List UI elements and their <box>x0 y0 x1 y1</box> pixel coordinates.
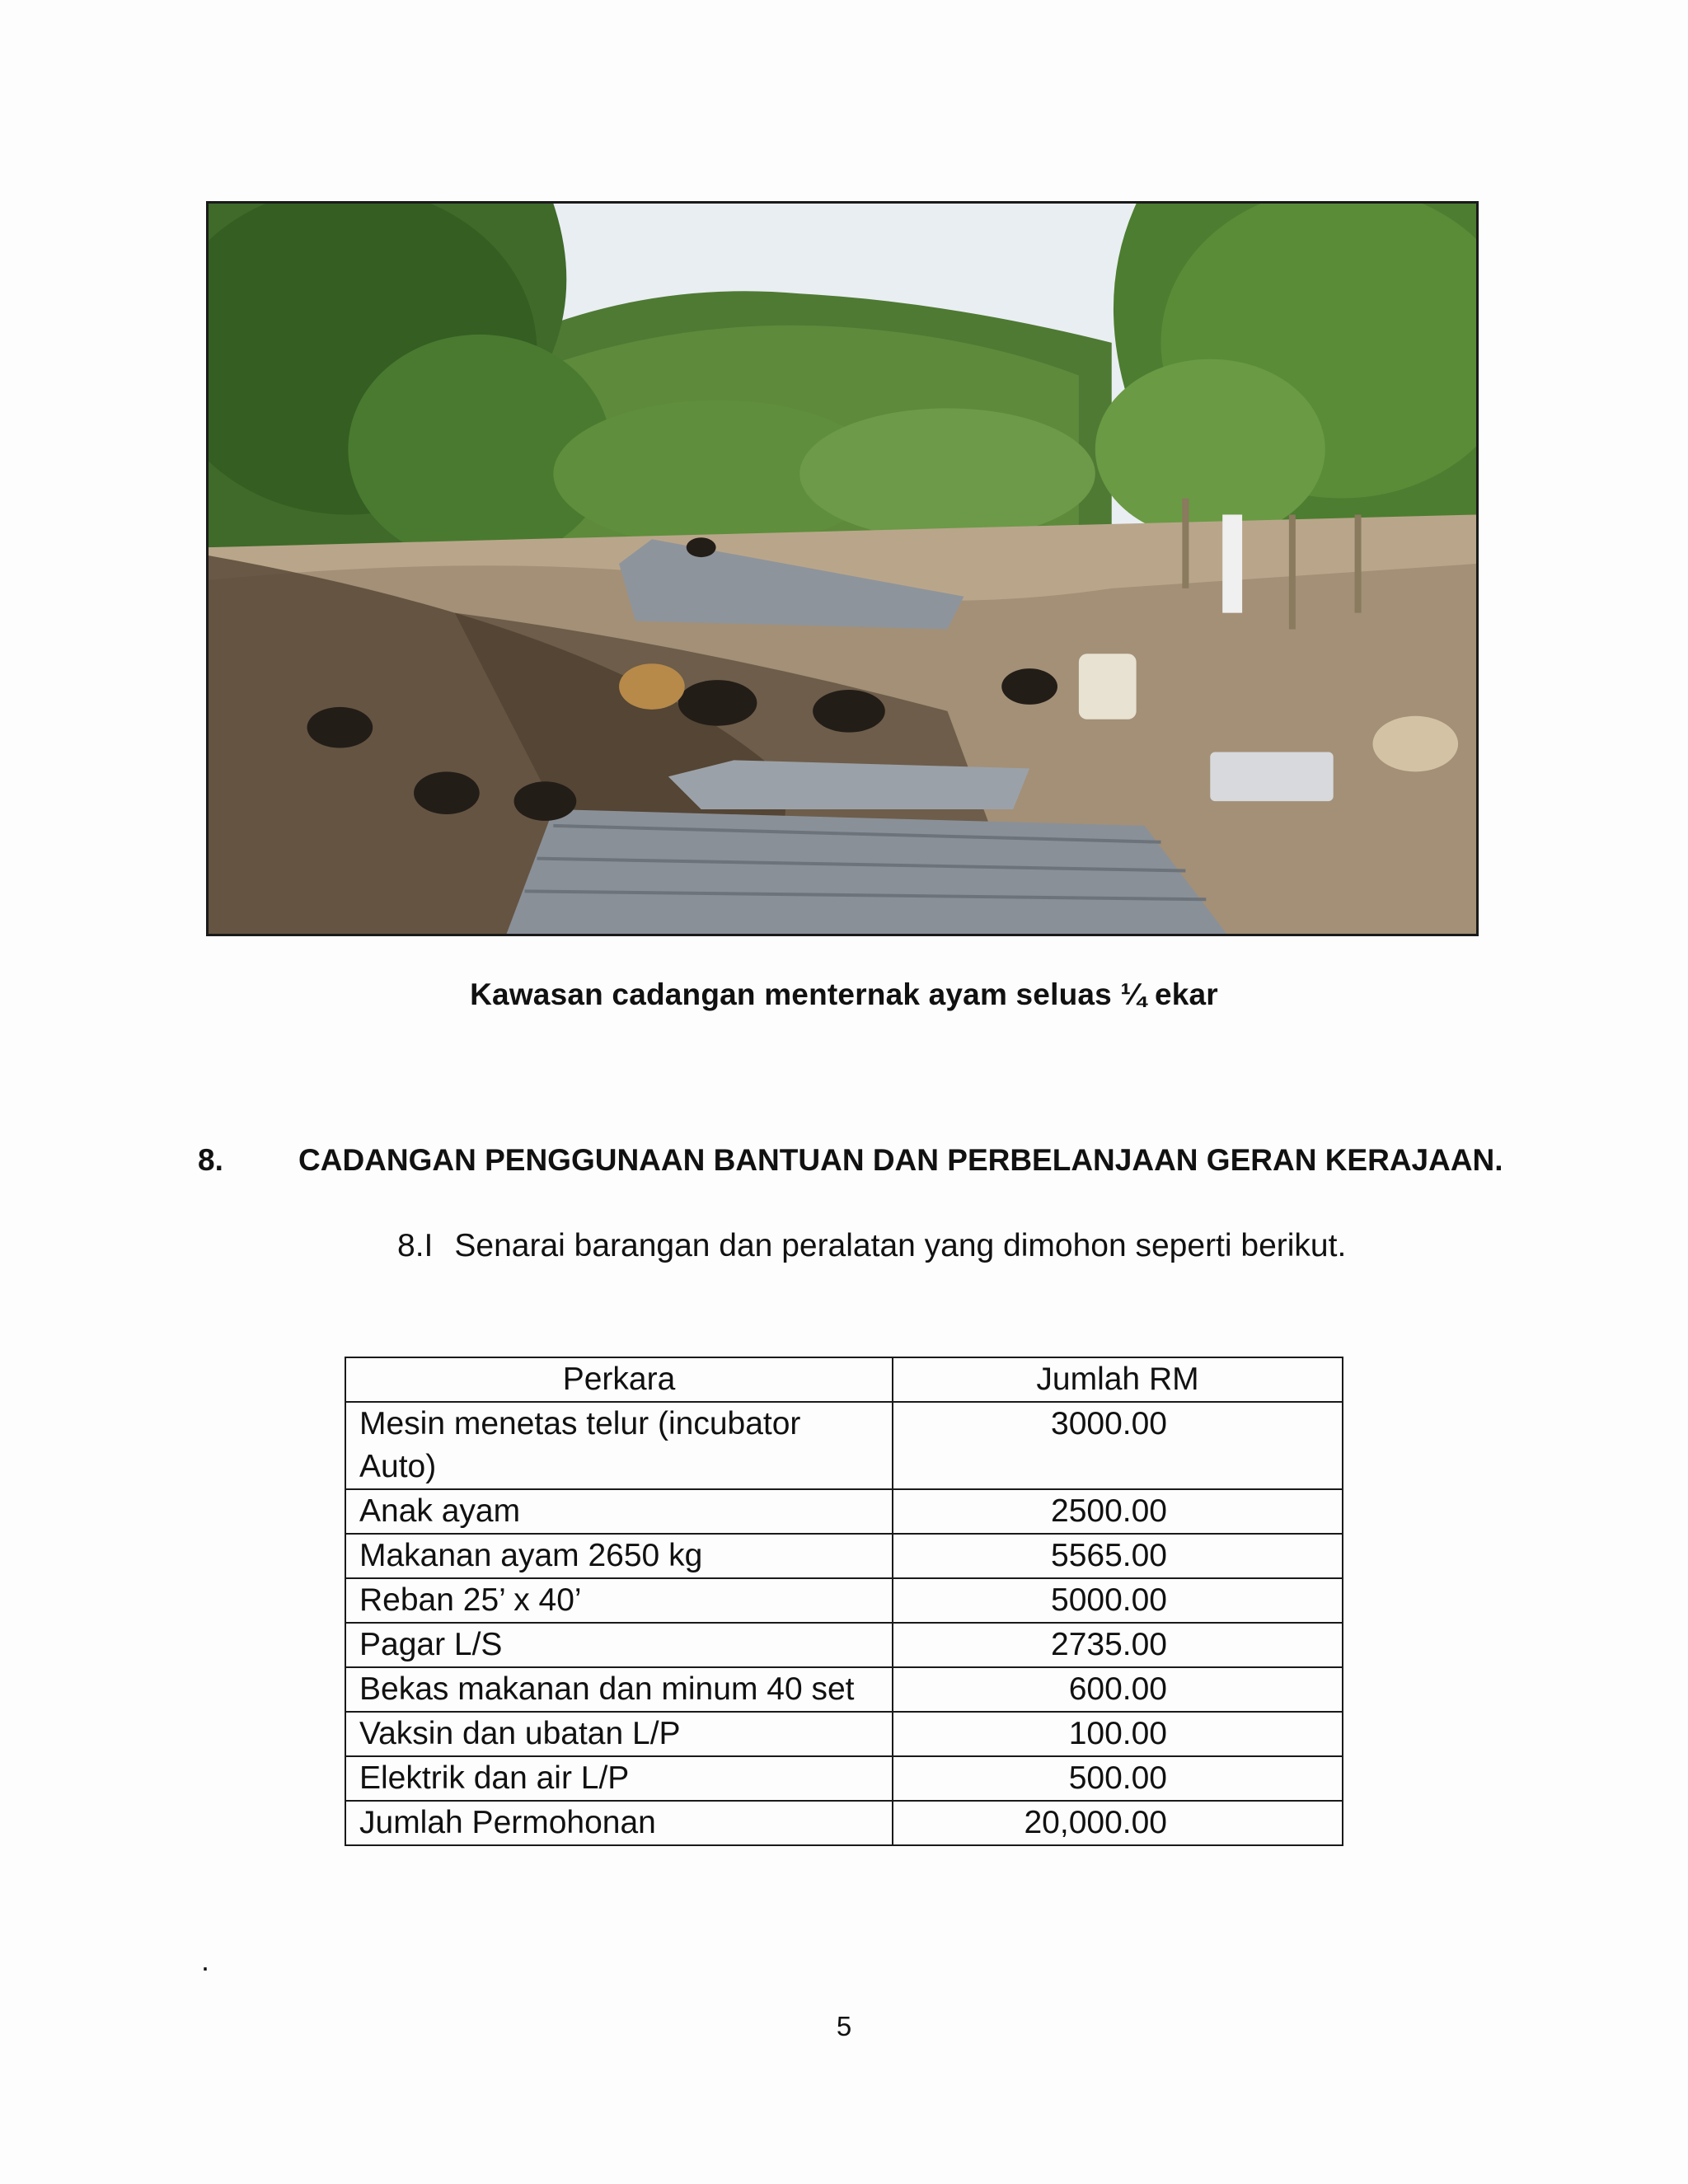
header-amount: Jumlah RM <box>893 1357 1343 1402</box>
row-amount: 2500.00 <box>893 1489 1343 1534</box>
row-item: Anak ayam <box>345 1489 893 1534</box>
row-amount: 500.00 <box>893 1756 1343 1801</box>
subsection-text: Senarai barangan dan peralatan yang dimohon seperti berikut. <box>454 1228 1347 1263</box>
row-amount: 3000.00 <box>893 1402 1343 1489</box>
row-item: Mesin menetas telur (incubator Auto) <box>345 1402 893 1489</box>
row-amount: 5565.00 <box>893 1534 1343 1578</box>
expense-table <box>345 1357 1343 1846</box>
subsection <box>397 1228 1346 1264</box>
row-item: Bekas makanan dan minum 40 set <box>345 1667 893 1712</box>
farm-photo-illustration <box>209 204 1476 934</box>
subsection-number: 8.I <box>397 1228 434 1263</box>
row-item: Makanan ayam 2650 kg <box>345 1534 893 1578</box>
table-row <box>345 1712 1343 1756</box>
farm-photo <box>206 201 1479 936</box>
table-total-row <box>345 1801 1343 1845</box>
row-item: Elektrik dan air L/P <box>345 1756 893 1801</box>
row-item: Reban 25’ x 40’ <box>345 1578 893 1623</box>
expense-table-wrapper <box>345 1357 1343 1846</box>
table-row <box>345 1756 1343 1801</box>
table-row <box>345 1623 1343 1667</box>
stray-dot: . <box>201 1943 210 1977</box>
row-amount: 600.00 <box>893 1667 1343 1712</box>
section-title: CADANGAN PENGGUNAAN BANTUAN DAN PERBELANJAAN GERAN KERAJAAN. <box>298 1143 1503 1177</box>
table-row <box>345 1402 1343 1489</box>
row-amount: 5000.00 <box>893 1578 1343 1623</box>
row-amount: 2735.00 <box>893 1623 1343 1667</box>
row-item: Pagar L/S <box>345 1623 893 1667</box>
total-amount: 20,000.00 <box>893 1801 1343 1845</box>
table-row <box>345 1489 1343 1534</box>
figure-caption: Kawasan cadangan menternak ayam seluas ¼ ekar <box>470 977 1218 1011</box>
total-label: Jumlah Permohonan <box>345 1801 893 1845</box>
table-row <box>345 1667 1343 1712</box>
table-header-row <box>345 1357 1343 1402</box>
table-row <box>345 1534 1343 1578</box>
header-item: Perkara <box>345 1357 893 1402</box>
page-number: 5 <box>836 2011 852 2041</box>
row-item: Vaksin dan ubatan L/P <box>345 1712 893 1756</box>
section-number: 8. <box>198 1143 223 1177</box>
table-row <box>345 1578 1343 1623</box>
row-amount: 100.00 <box>893 1712 1343 1756</box>
